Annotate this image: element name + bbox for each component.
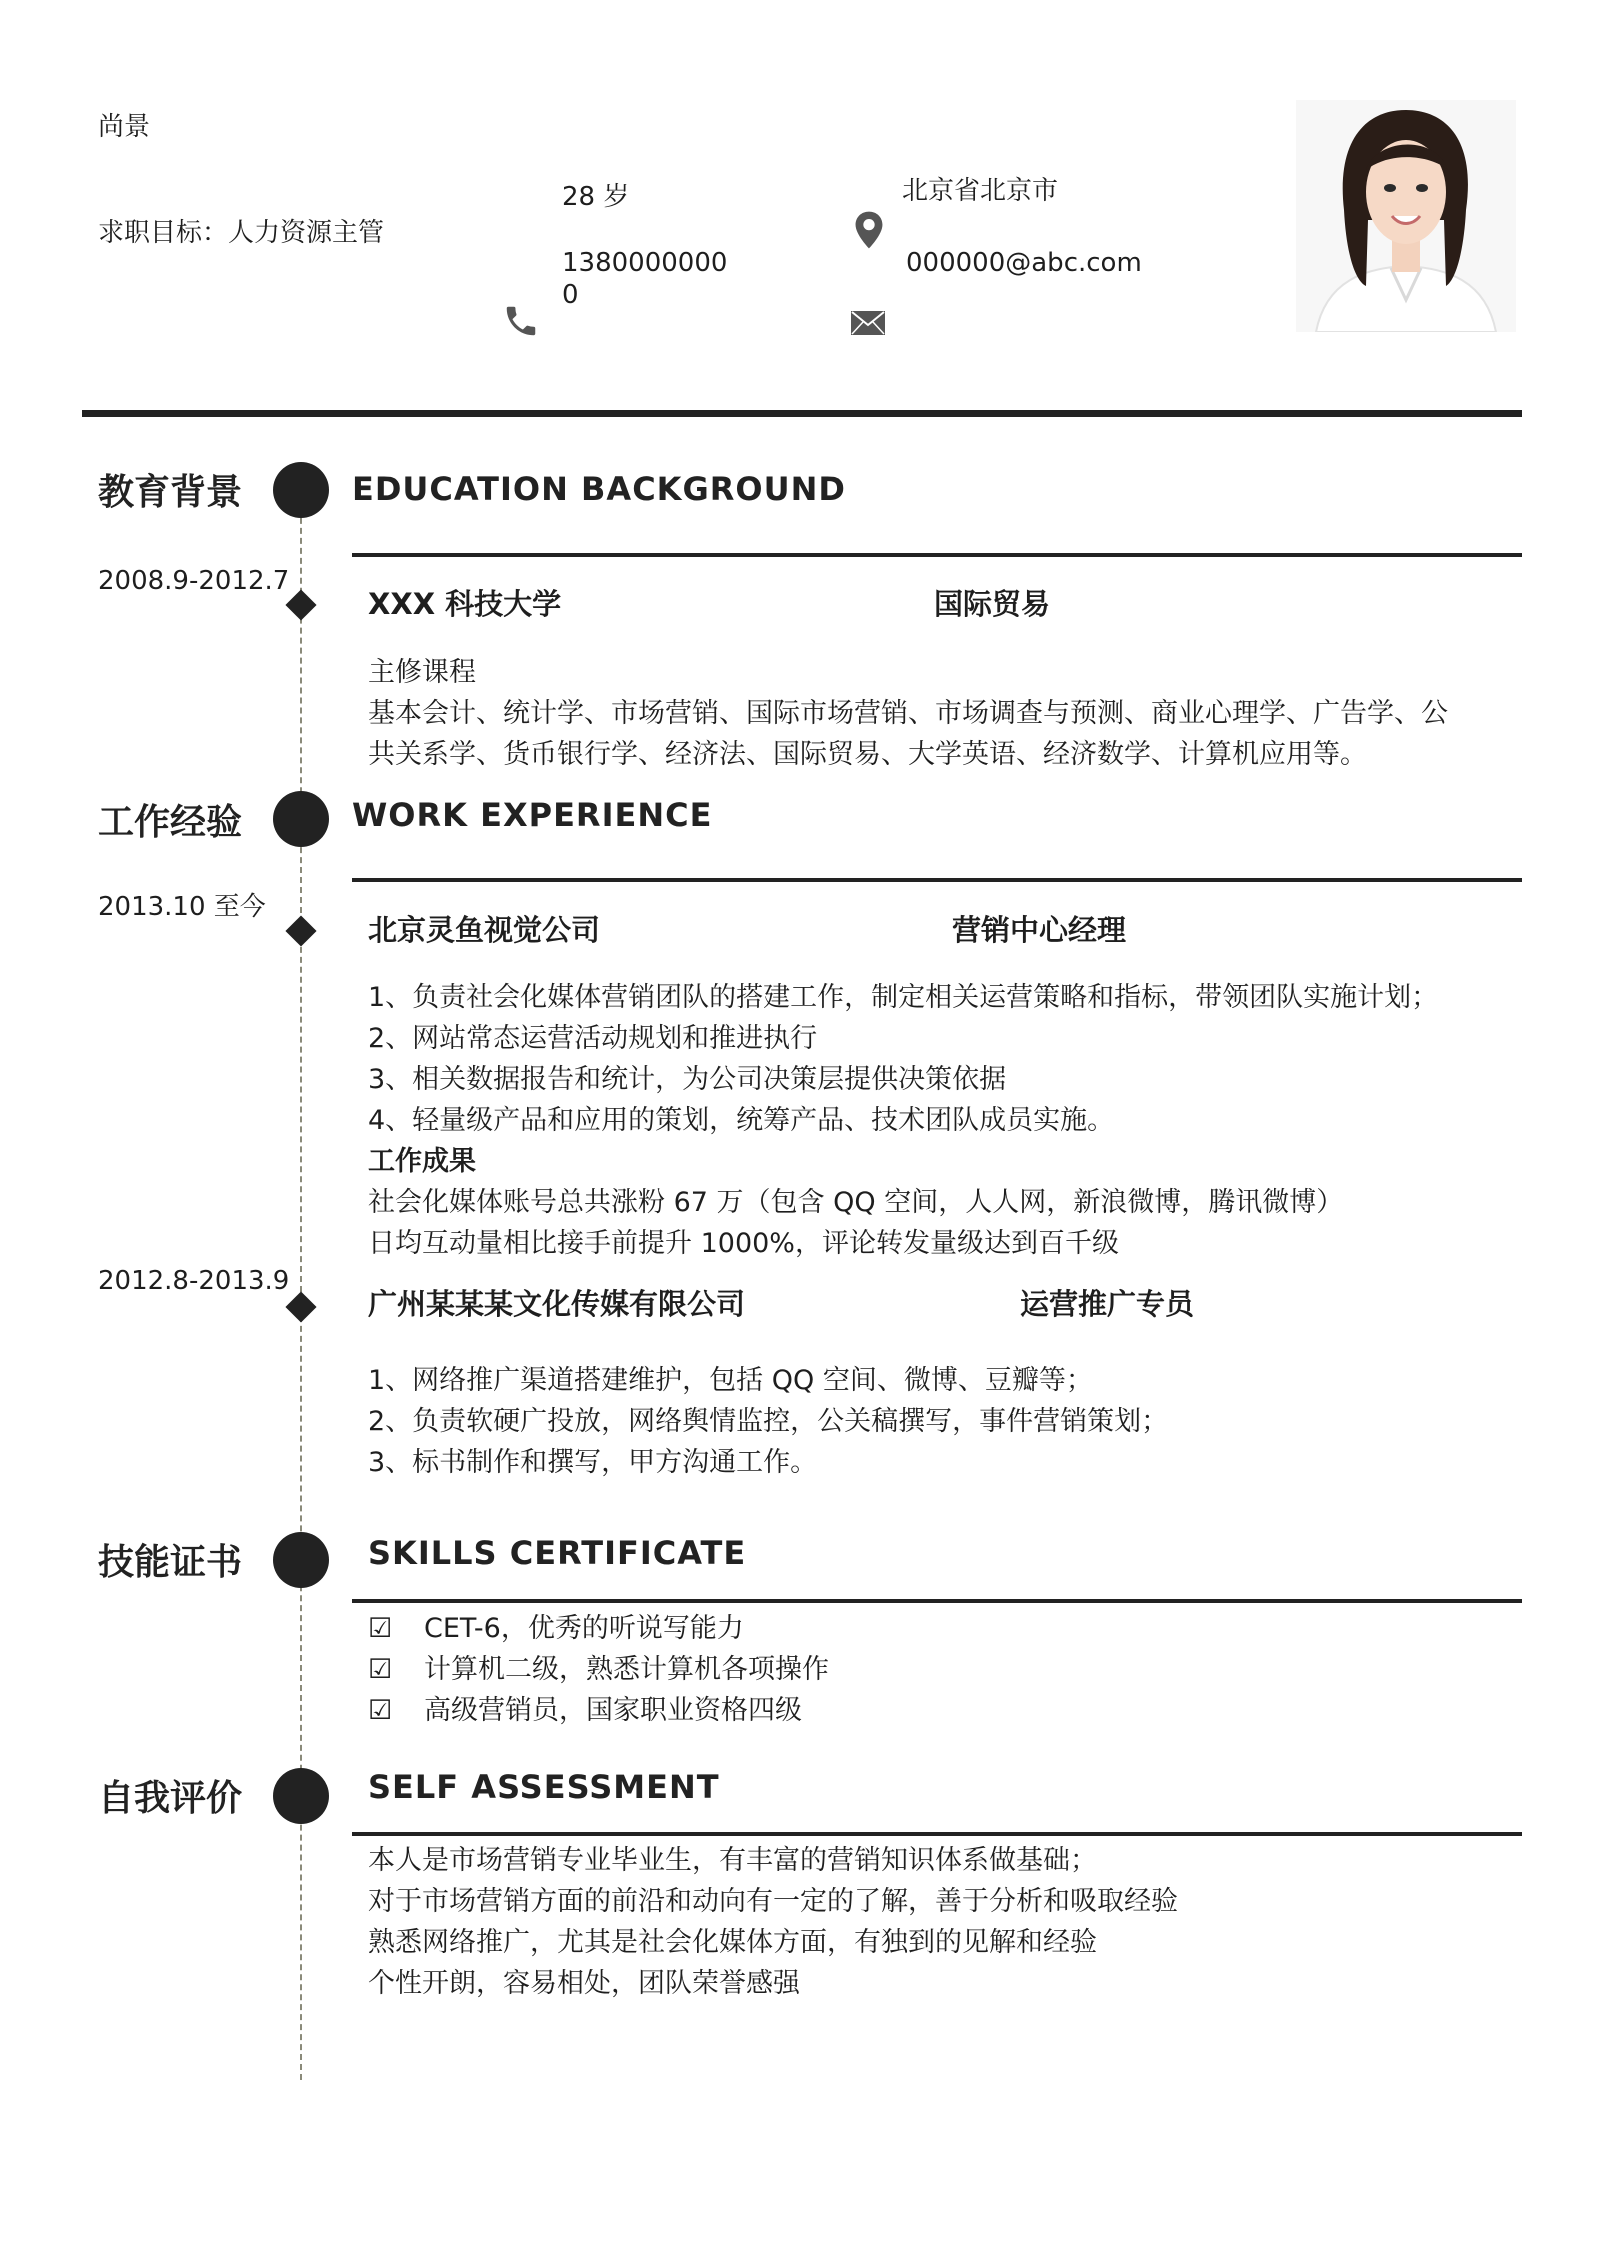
section-title-assessment-en: SELF ASSESSMENT	[368, 1768, 720, 1806]
timeline-diamond-work-2	[285, 1291, 316, 1322]
section-title-work-cn: 工作经验	[98, 802, 243, 843]
section-marker-work	[273, 791, 329, 847]
education-courses-line1: 基本会计、统计学、市场营销、国际市场营销、市场调查与预测、商业心理学、广告学、公	[368, 698, 1448, 729]
section-rule-education	[352, 553, 1522, 557]
education-courses-label: 主修课程	[368, 657, 476, 688]
check-icon: ☑	[368, 1613, 393, 1644]
work-duty-1-2: 2、网站常态运营活动规划和推进执行	[368, 1023, 818, 1054]
location-pin-icon	[852, 210, 886, 250]
assessment-line-4: 个性开朗，容易相处，团队荣誉感强	[368, 1968, 800, 1999]
education-school: XXX 科技大学	[368, 587, 562, 621]
work-company-2: 广州某某某文化传媒有限公司	[368, 1287, 746, 1321]
skill-item-3: 高级营销员，国家职业资格四级	[424, 1695, 802, 1726]
section-title-education-cn: 教育背景	[98, 472, 243, 513]
work-duty-1-4: 4、轻量级产品和应用的策划，统筹产品、技术团队成员实施。	[368, 1105, 1115, 1136]
section-rule-work	[352, 878, 1522, 882]
work-duty-2-1: 1、网络推广渠道搭建维护，包括 QQ 空间、微博、豆瓣等；	[368, 1365, 1093, 1396]
section-rule-assessment	[352, 1832, 1522, 1836]
section-title-education-en: EDUCATION BACKGROUND	[352, 470, 846, 508]
timeline-diamond-work-1	[285, 915, 316, 946]
age: 28 岁	[562, 182, 630, 212]
header-divider	[82, 410, 1522, 417]
work-position-2: 运营推广专员	[1020, 1287, 1195, 1321]
work-duty-2-2: 2、负责软硬广投放，网络舆情监控，公关稿撰写，事件营销策划；	[368, 1406, 1169, 1437]
section-marker-assessment	[273, 1768, 329, 1824]
work-date-1: 2013.10 至今	[98, 892, 266, 922]
assessment-line-3: 熟悉网络推广，尤其是社会化媒体方面，有独到的见解和经验	[368, 1927, 1097, 1958]
work-result-2: 日均互动量相比接手前提升 1000%，评论转发量级达到百千级	[368, 1228, 1119, 1259]
work-position-1: 营销中心经理	[952, 913, 1127, 947]
section-title-skills-en: SKILLS CERTIFICATE	[368, 1534, 747, 1572]
candidate-name: 尚景	[98, 112, 151, 142]
skill-item-1: CET-6，优秀的听说写能力	[424, 1613, 744, 1644]
check-icon: ☑	[368, 1654, 393, 1685]
email: 000000@abc.com	[906, 248, 1142, 278]
skill-item-2: 计算机二级，熟悉计算机各项操作	[424, 1654, 829, 1685]
phone-icon	[502, 302, 540, 340]
phone-number-line1: 1380000000	[562, 248, 728, 278]
work-company-1: 北京灵鱼视觉公司	[368, 913, 601, 947]
check-icon: ☑	[368, 1695, 393, 1726]
assessment-line-1: 本人是市场营销专业毕业生，有丰富的营销知识体系做基础；	[368, 1845, 1097, 1876]
section-title-work-en: WORK EXPERIENCE	[352, 796, 713, 834]
work-date-2: 2012.8-2013.9	[98, 1266, 290, 1296]
work-results-label: 工作成果	[368, 1146, 476, 1177]
education-courses-line2: 共关系学、货币银行学、经济法、国际贸易、大学英语、经济数学、计算机应用等。	[368, 739, 1367, 770]
job-objective: 求职目标：人力资源主管	[98, 218, 385, 248]
location: 北京省北京市	[902, 176, 1059, 206]
section-marker-skills	[273, 1532, 329, 1588]
phone-number-line2: 0	[562, 280, 579, 310]
work-duty-2-3: 3、标书制作和撰写，甲方沟通工作。	[368, 1447, 818, 1478]
work-duty-1-3: 3、相关数据报告和统计，为公司决策层提供决策依据	[368, 1064, 1007, 1095]
section-rule-skills	[352, 1599, 1522, 1603]
work-duty-1-1: 1、负责社会化媒体营销团队的搭建工作，制定相关运营策略和指标，带领团队实施计划；	[368, 982, 1439, 1013]
timeline-diamond-education	[285, 589, 316, 620]
profile-photo	[1296, 100, 1516, 332]
education-major: 国际贸易	[934, 587, 1051, 621]
section-title-assessment-cn: 自我评价	[98, 1778, 243, 1819]
timeline-line	[300, 488, 302, 2080]
section-marker-education	[273, 462, 329, 518]
education-date: 2008.9-2012.7	[98, 566, 290, 596]
section-title-skills-cn: 技能证书	[98, 1542, 243, 1583]
assessment-line-2: 对于市场营销方面的前沿和动向有一定的了解，善于分析和吸取经验	[368, 1886, 1178, 1917]
work-result-1: 社会化媒体账号总共涨粉 67 万（包含 QQ 空间，人人网，新浪微博，腾讯微博）	[368, 1187, 1344, 1218]
envelope-icon	[850, 310, 886, 336]
